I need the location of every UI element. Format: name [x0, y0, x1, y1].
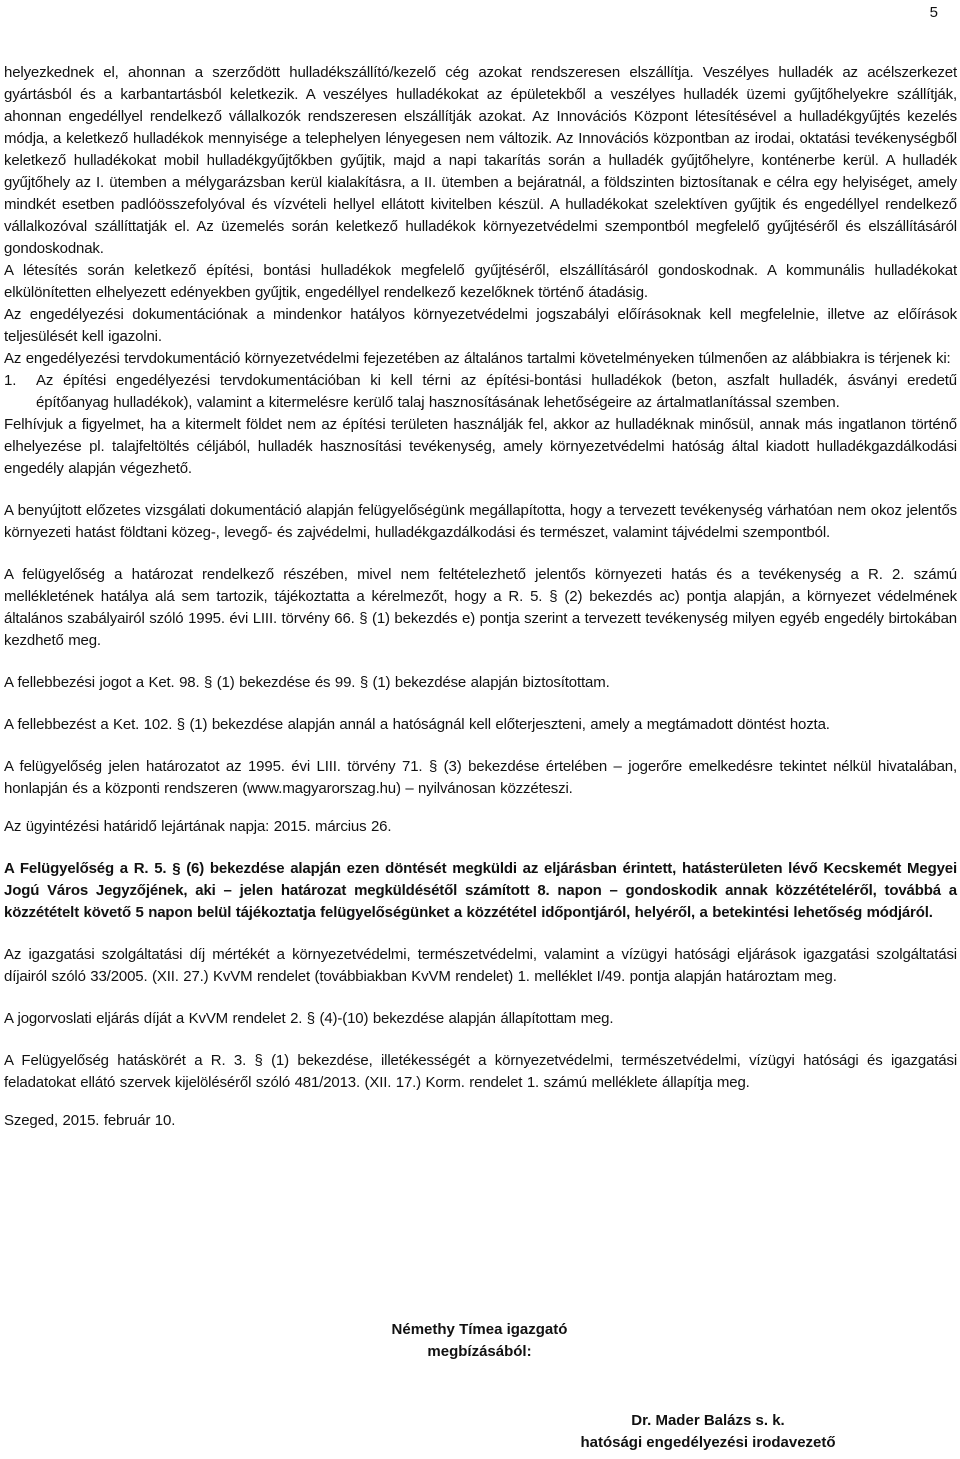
signature-director-name: Némethy Tímea igazgató — [391, 1321, 568, 1338]
place-date: Szeged, 2015. február 10. — [4, 1112, 176, 1129]
signature-signer-name: Dr. Mader Balázs s. k. — [631, 1412, 785, 1429]
paragraph-plan-chapter: Az engedélyezési tervdokumentáció környezetvédelmi fejezetében az általános tartalmi követelményeken túlmenően az alábbiakra is térjenek ki: — [4, 350, 951, 367]
signature-block-director — [372, 1319, 587, 1363]
paragraph-appeal-submission: A fellebbezést a Ket. 102. § (1) bekezdése alapján annál a hatóságnál kell előterjeszteni, amely a megtámadott döntést hozta. — [4, 716, 830, 733]
paragraph-competence: A Felügyelőség hatáskörét a R. 3. § (1) bekezdése, illetékességét a környezetvédelmi, természetvédelmi, vízügyi hatósági és igazgatási feladatokat ellátó szervek kijelöléséről szóló 481/2013. (XII. 17.) Korm. rendelet 1. számú melléklete állapítja meg. — [4, 1052, 957, 1091]
paragraph-notification: A Felügyelőség a R. 5. § (6) bekezdése alapján ezen döntését megküldi az eljárásban érintett, hatásterületen lévő Kecskemét Megyei Jogú Város Jegyzőjének, aki – jelen határozat megküldésétől számított 8. napon – gondoskodik annak közzétételéről, továbbá a közzétételt követő 5 napon belül tájékoztatja felügyelőségünket a közzététel időpontjáról, helyéről, a betekintési lehetőség módjáról. — [4, 860, 957, 921]
paragraph-fee: Az igazgatási szolgáltatási díj mértékét a környezetvédelmi, természetvédelmi, valamint a vízügyi hatósági eljárások igazgatási szolgáltatási díjairól szóló 33/2005. (XII. 27.) KvVM rendelet (továbbiakban KvVM rendelet) 1. melléklet I/49. pontja alapján határoztam meg. — [4, 946, 957, 985]
paragraph-assessment: A benyújtott előzetes vizsgálati dokumentáció alapján felügyelőségünk megállapította, hogy a tervezett tevékenység várhatóan nem okoz jelentős környezeti hatást földtani közeg-, levegő- és zajvédelmi, hulladékgazdálkodási és természet, valamint tájvédelmi szempontból. — [4, 502, 957, 541]
signature-block-signer — [568, 1410, 848, 1454]
numbered-item-1 — [4, 370, 957, 414]
list-number: 1. — [4, 372, 17, 389]
signature-on-behalf: megbízásából: — [427, 1343, 532, 1360]
paragraph-construction-waste: A létesítés során keletkező építési, bontási hulladékok megfelelő gyűjtéséről, elszállításáról gondoskodnak. A kommunális hulladékokat elkülönítetten elhelyezett edényekben gyűjtik, engedéllyel rendelkező kezelőknek történő átadásig. — [4, 262, 957, 301]
paragraph-documentation-requirements: Az engedélyezési dokumentációnak a mindenkor hatályos környezetvédelmi jogszabályi előírásoknak kell megfelelnie, illetve az előírások teljesülését kell igazolni. — [4, 306, 957, 345]
paragraph-waste-handling: helyezkednek el, ahonnan a szerződött hulladékszállító/kezelő cég azokat rendszeresen elszállítja. Veszélyes hulladék az acélszerkezet gyártásból és a karbantartásból keletkezik. A veszélyes hulladékokat az épületekből a veszélyes hulladék üzemi gyűjtőhelyekre szállítják, ahonnan engedéllyel rendelkező vállalkozók rendszeresen elszállítják azokat. Az Innovációs Központ létesítésével a hulladékgyűjtés kezelés módja, a keletkező hulladékok mennyisége a telephelyen lényegesen nem változik. Az Innovációs központban az irodai, oktatási tevékenységből keletkező hulladékokat mobil hulladékgyűjtőkben gyűjtik, majd a napi takarítás során a hulladék gyűjtőhelyre, konténerbe kerül. A hulladék gyűjtőhely az I. ütemben a mélygarázsban kerül kialakításra, a II. ütemben a bejáratnál, a földszinten biztosítanak e célra egy helyiséget, amely mindkét esetben padlóösszefolyóval és vízvételi hellyel ellátott kivitelben készül. A hulladékokat szelektíven gyűjtik és engedéllyel rendelkező vállalkozóval szállíttatják el. Az üzemelés során keletkező hulladékok környezetvédelmi szempontból megfelelő gyűjtéséről és elszállításáról gondoskodnak. — [4, 64, 957, 257]
paragraph-appeal-right: A fellebbezési jogot a Ket. 98. § (1) bekezdése és 99. § (1) bekezdése alapján biztosítottam. — [4, 674, 610, 691]
page-number: 5 — [929, 4, 938, 21]
paragraph-excavated-soil: Felhívjuk a figyelmet, ha a kitermelt földet nem az építési területen használják fel, akkor az hulladéknak minősül, annak más ingatlanon történő elhelyezése pl. talajfeltöltés céljából, hulladék hasznosítási tevékenység, amely környezetvédelmi hatóság által kiadott hulladékgazdálkodási engedély alapján végezhető. — [4, 416, 957, 477]
paragraph-deadline: Az ügyintézési határidő lejártának napja: 2015. március 26. — [4, 818, 392, 835]
list-text: Az építési engedélyezési tervdokumentációban ki kell térni az építési-bontási hulladékok (beton, aszfalt hulladék, ásványi eredetű építőanyag hulladékok), valamint a kitermelésre kerülő talaj hasznosításának lehetőségeire az ártalmatlanítással szemben. — [36, 372, 957, 411]
document-body — [4, 62, 957, 1132]
paragraph-remedy-fee: A jogorvoslati eljárás díját a KvVM rendelet 2. § (4)-(10) bekezdése alapján állapítottam meg. — [4, 1010, 614, 1027]
paragraph-publication: A felügyelőség jelen határozatot az 1995. évi LIII. törvény 71. § (3) bekezdése értelében – jogerőre emelkedésre tekintet nélkül hivatalában, honlapján és a központi rendszeren (www.magyarorszag.hu) – nyilvánosan közzéteszi. — [4, 758, 957, 797]
paragraph-information: A felügyelőség a határozat rendelkező részében, mivel nem feltételezhető jelentős környezeti hatás és a tevékenység a R. 2. számú mellékletének hatálya alá sem tartozik, tájékoztatta a kérelmezőt, hogy a R. 5. § (2) bekezdés ac) pontja alapján, a környezet védelmének általános szabályairól szóló 1995. évi LIII. törvény 66. § (1) bekezdés e) pontja szerint a tervezett tevékenység milyen egyéb engedély birtokában kezdhető meg. — [4, 566, 957, 649]
signature-signer-title: hatósági engedélyezési irodavezető — [580, 1434, 836, 1451]
